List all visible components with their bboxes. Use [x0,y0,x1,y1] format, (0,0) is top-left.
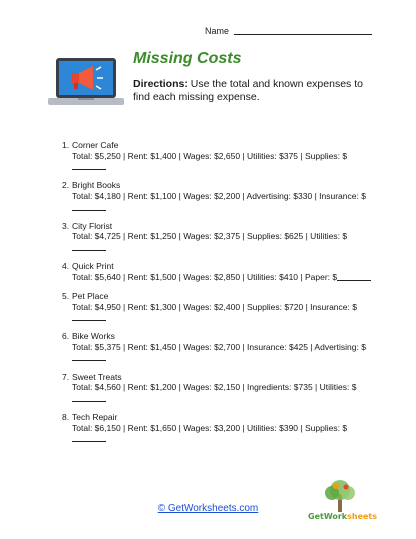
problem-number: 2. [62,180,70,191]
name-label: Name [205,26,230,36]
problem-item [62,291,372,323]
problem-item [62,412,372,444]
answer-blank[interactable] [72,210,106,211]
name-field [205,26,372,36]
problem-number: 6. [62,331,70,342]
logo-wordmark [308,512,378,521]
directions-label: Directions: [133,78,188,90]
name-blank[interactable] [234,34,372,35]
problem-details: Total: $6,150 | Rent: $1,650 | Wages: $3,200 | Utilities: $390 | Supplies: [72,422,340,433]
problem-business: Bright Books [72,180,121,191]
problem-item [62,140,372,172]
worksheet-title: Missing Costs [133,50,242,67]
logo-text-b: sheets [347,512,378,521]
answer-prefix: $ [332,271,338,282]
directions [133,78,378,104]
problem-list [62,140,372,452]
problem-details: Total: $5,375 | Rent: $1,450 | Wages: $2,700 | Insurance: $425 | Advertising: [72,341,359,352]
problem-number: 3. [62,220,70,231]
answer-blank[interactable] [72,250,106,251]
problem-number: 4. [62,261,70,272]
answer-prefix: $ [361,341,366,352]
getworksheets-logo [308,478,378,524]
problem-number: 5. [62,290,70,301]
answer-prefix: $ [352,301,357,312]
answer-prefix: $ [342,231,348,242]
problem-details: Total: $4,725 | Rent: $1,250 | Wages: $2,375 | Supplies: $625 | Utilities: [72,231,340,242]
problem-business: Corner Cafe [72,140,119,150]
answer-blank[interactable] [337,280,371,281]
answer-blank[interactable] [72,320,106,321]
problem-item [62,221,372,253]
problem-business: Quick Print [72,261,114,272]
directions-text: Use the total and known expenses to find each missing expense. [133,78,363,103]
answer-blank[interactable] [72,360,106,361]
answer-prefix: $ [351,382,357,393]
problem-details: Total: $5,640 | Rent: $1,500 | Wages: $2,850 | Utilities: $410 | Paper: [72,271,331,282]
problem-business: Pet Place [72,290,109,301]
problem-details: Total: $4,180 | Rent: $1,100 | Wages: $2,200 | Advertising: $330 | Insurance: [72,190,359,201]
answer-blank[interactable] [72,441,106,442]
problem-number: 8. [62,412,70,423]
answer-blank[interactable] [72,169,106,170]
problem-number: 7. [62,371,70,382]
problem-number: 1. [62,140,70,150]
answer-prefix: $ [361,190,366,201]
problem-business: City Florist [72,220,113,231]
problem-details: Total: $5,250 | Rent: $1,400 | Wages: $2,650 | Utilities: $375 | Supplies: [72,150,340,161]
copyright-link[interactable]: © GetWorksheets.com [157,503,259,514]
tree-logo-icon [308,478,372,514]
problem-item [62,331,372,363]
logo-text-a: GetWork [308,512,348,521]
answer-prefix: $ [342,422,348,433]
problem-item [62,261,372,282]
problem-item [62,180,372,212]
answer-blank[interactable] [72,401,106,402]
problem-details: Total: $4,950 | Rent: $1,300 | Wages: $2,400 | Supplies: $720 | Insurance: [72,301,350,312]
answer-prefix: $ [342,150,348,161]
problem-details: Total: $4,560 | Rent: $1,200 | Wages: $2,150 | Ingredients: $735 | Utilities: [72,382,350,393]
problem-business: Tech Repair [72,412,118,423]
problem-item [62,372,372,404]
problem-business: Bike Works [72,331,115,342]
laptop-megaphone-icon [46,56,126,114]
problem-business: Sweet Treats [72,371,122,382]
